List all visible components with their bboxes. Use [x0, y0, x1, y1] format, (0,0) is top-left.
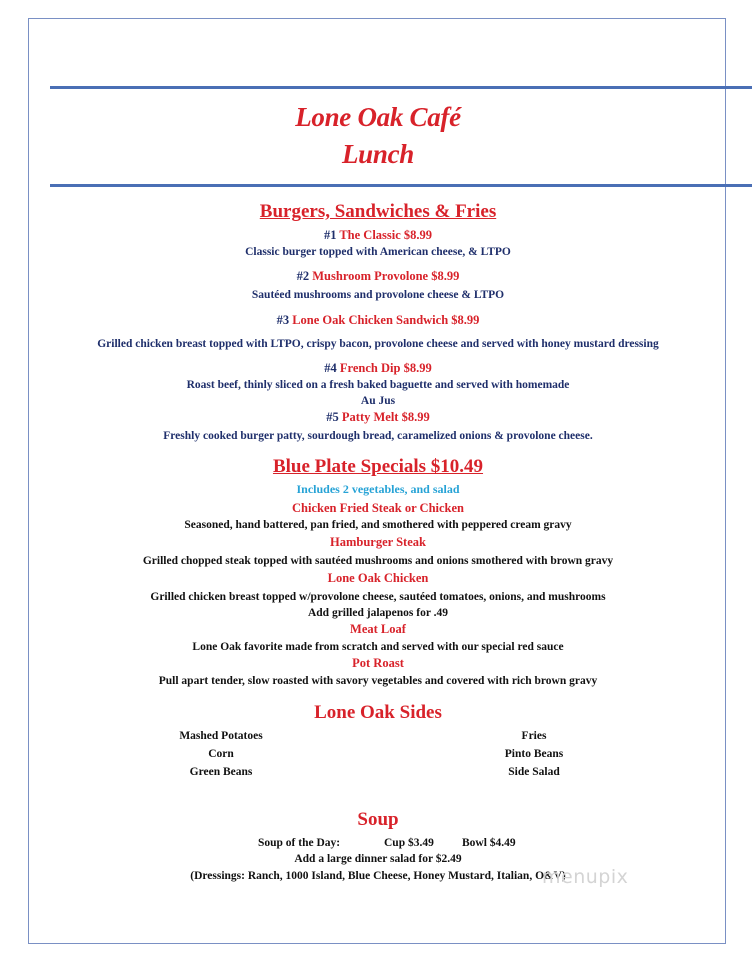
blue-plate-heading: Blue Plate Specials $10.49	[272, 456, 484, 477]
side-item: Pinto Beans	[504, 748, 564, 760]
special-description: Lone Oak favorite made from scratch and served with our special red sauce	[192, 641, 564, 653]
restaurant-title: Lone Oak Café	[295, 102, 461, 132]
soup-bowl-price: Bowl $4.49	[462, 837, 516, 849]
dressings-list: (Dressings: Ranch, 1000 Island, Blue Cheese, Honey Mustard, Italian, O&V)	[190, 870, 566, 882]
item-description: Grilled chicken breast topped with LTPO, crispy bacon, provolone cheese and served with honey mustard dressing	[97, 338, 659, 350]
item-name: Patty Melt $8.99	[341, 410, 430, 424]
item-number: #2	[296, 269, 310, 283]
item-number: #4	[324, 361, 337, 375]
special-addon: Add grilled jalapenos for .49	[307, 607, 449, 619]
special-description: Seasoned, hand battered, pan fried, and smothered with peppered cream gravy	[184, 519, 572, 531]
side-item: Mashed Potatoes	[179, 730, 263, 742]
menu-item-title	[0, 227, 756, 243]
sides-heading: Lone Oak Sides	[314, 702, 442, 723]
menu-item-title	[0, 409, 756, 425]
menu-item-title	[0, 360, 756, 376]
item-description: Freshly cooked burger patty, sourdough bread, caramelized onions & provolone cheese.	[163, 430, 593, 442]
item-description: Sautéed mushrooms and provolone cheese & LTPO	[251, 289, 505, 301]
special-name: Meat Loaf	[350, 622, 406, 636]
header-divider	[50, 184, 752, 187]
item-description: Classic burger topped with American cheese, & LTPO	[245, 246, 511, 258]
special-name: Pot Roast	[352, 656, 404, 670]
side-item: Corn	[208, 748, 234, 760]
item-name: Lone Oak Chicken Sandwich $8.99	[292, 313, 480, 327]
watermark: menupix	[542, 866, 629, 888]
side-item: Green Beans	[189, 766, 253, 778]
side-item: Side Salad	[508, 766, 560, 778]
soup-label: Soup of the Day:	[258, 837, 341, 849]
item-number: #5	[326, 410, 339, 424]
menu-subtitle: Lunch	[341, 139, 415, 169]
special-description: Grilled chicken breast topped w/provolone cheese, sautéed tomatoes, onions, and mushrooms	[150, 591, 606, 603]
soup-heading: Soup	[357, 809, 399, 830]
item-name: The Classic $8.99	[339, 228, 433, 242]
item-description-cont: Au Jus	[360, 395, 396, 407]
special-description: Grilled chopped steak topped with sautéed mushrooms and onions smothered with brown gravy	[142, 555, 614, 567]
menu-item-title	[0, 268, 756, 284]
blue-plate-note: Includes 2 vegetables, and salad	[296, 482, 460, 496]
item-name: Mushroom Provolone $8.99	[312, 269, 460, 283]
soup-cup-price: Cup $3.49	[384, 837, 434, 849]
special-name: Hamburger Steak	[330, 535, 426, 549]
special-name: Chicken Fried Steak or Chicken	[292, 501, 464, 515]
item-number: #1	[323, 228, 337, 242]
menu-item-title	[0, 312, 756, 328]
special-description: Pull apart tender, slow roasted with savory vegetables and covered with rich brown gravy	[158, 675, 598, 687]
item-number: #3	[276, 313, 290, 327]
special-name: Lone Oak Chicken	[327, 571, 429, 585]
item-name: French Dip $8.99	[339, 361, 432, 375]
salad-addon: Add a large dinner salad for $2.49	[294, 853, 462, 865]
side-item: Fries	[521, 730, 547, 742]
item-description: Roast beef, thinly sliced on a fresh baked baguette and served with homemade	[186, 379, 570, 391]
burgers-heading: Burgers, Sandwiches & Fries	[259, 201, 497, 222]
top-divider	[50, 86, 752, 89]
